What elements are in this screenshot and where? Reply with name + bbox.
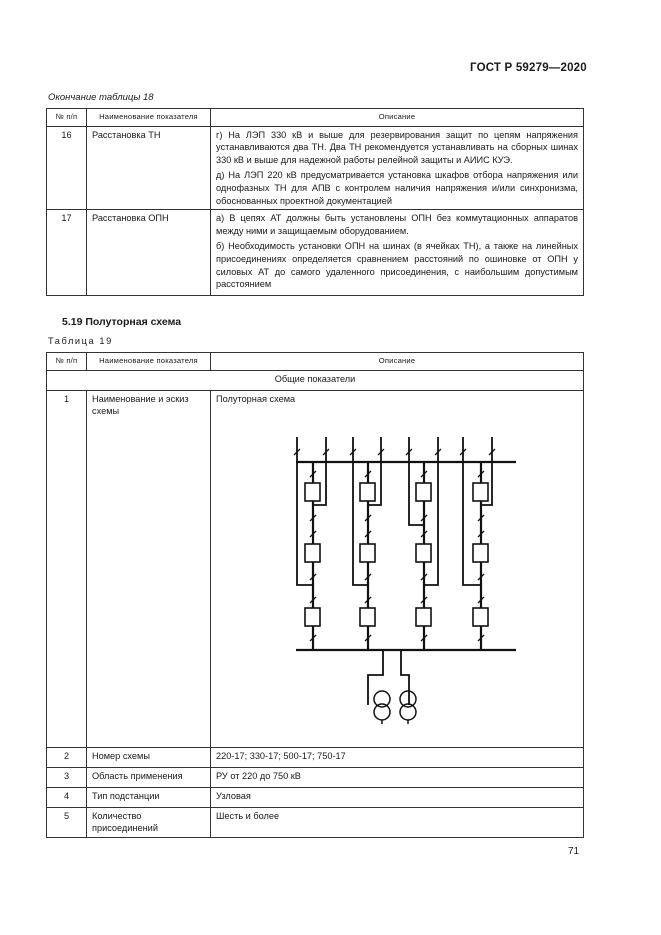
table-row [47, 787, 584, 807]
row-name: Наименование и эскиз схемы [87, 390, 211, 747]
table-row [47, 747, 584, 767]
desc-paragraph: г) На ЛЭП 330 кВ и выше для резервирования защит по цепям напряжения устанавливаются два ТН. Два ТН рекомендуется устанавливать на сборных шинах 330 кВ и выше для надежной работы релейной защиты и АИИС КУЭ. [216, 129, 578, 165]
table-row [47, 807, 584, 837]
table-18 [46, 108, 584, 296]
col-header-num: № п/п [47, 109, 87, 127]
row-desc: 220-17; 330-17; 500-17; 750-17 [211, 747, 584, 767]
row-num: 16 [47, 126, 87, 210]
row-desc: РУ от 220 до 750 кВ [211, 767, 584, 787]
group-header: Общие показатели [47, 370, 584, 390]
row-num: 1 [47, 390, 87, 747]
table-row [47, 390, 584, 747]
row-num: 3 [47, 767, 87, 787]
breaker-and-a-half-scheme-diagram [211, 405, 571, 737]
document-header: ГОСТ Р 59279—2020 [470, 62, 587, 74]
desc-paragraph: б) Необходимость установки ОПН на шинах (в ячейках ТН), а также на линейных присоединениях определяется сравнением расстояний по ошиновке от ОПН у силовых АТ до самого удаленного присоединения, с наибольшим допустимым расстоянием [216, 241, 578, 290]
row-name: Область применения [87, 767, 211, 787]
row-name: Количество присоединений [87, 807, 211, 837]
col-header-num: № п/п [47, 353, 87, 371]
row-num: 4 [47, 787, 87, 807]
row-desc [211, 126, 584, 210]
section-title: 5.19 Полуторная схема [62, 316, 182, 328]
col-header-name: Наименование показателя [87, 109, 211, 127]
col-header-name: Наименование показателя [87, 353, 211, 371]
row-desc: Шесть и более [211, 807, 584, 837]
row-name: Расстановка ОПН [87, 210, 211, 296]
col-header-desc: Описание [211, 109, 584, 127]
table18-caption: Окончание таблицы 18 [48, 92, 154, 103]
row-name: Расстановка ТН [87, 126, 211, 210]
table19-caption: Таблица 19 [48, 336, 113, 346]
row-desc [211, 210, 584, 296]
row-num: 2 [47, 747, 87, 767]
row-num: 17 [47, 210, 87, 296]
col-header-desc: Описание [211, 353, 584, 371]
table-19 [46, 352, 584, 838]
row-desc [211, 390, 584, 747]
desc-paragraph: а) В цепях АТ должны быть установлены ОПН без коммутационных аппаратов между ними и защищаемым оборудованием. [216, 213, 578, 236]
table-row [47, 126, 584, 210]
table-row [47, 767, 584, 787]
row-name: Номер схемы [87, 747, 211, 767]
page-number: 71 [568, 846, 580, 857]
table-row [47, 210, 584, 296]
row-num: 5 [47, 807, 87, 837]
row-name: Тип подстанции [87, 787, 211, 807]
row-desc: Узловая [211, 787, 584, 807]
row-desc-text: Полуторная схема [216, 393, 296, 404]
desc-paragraph: д) На ЛЭП 220 кВ предусматривается установка шкафов отбора напряжения или однофазных ТН для АПВ с контролем наличия напряжения и/или синхронизма, обоснованных проектной документацией [216, 170, 578, 206]
